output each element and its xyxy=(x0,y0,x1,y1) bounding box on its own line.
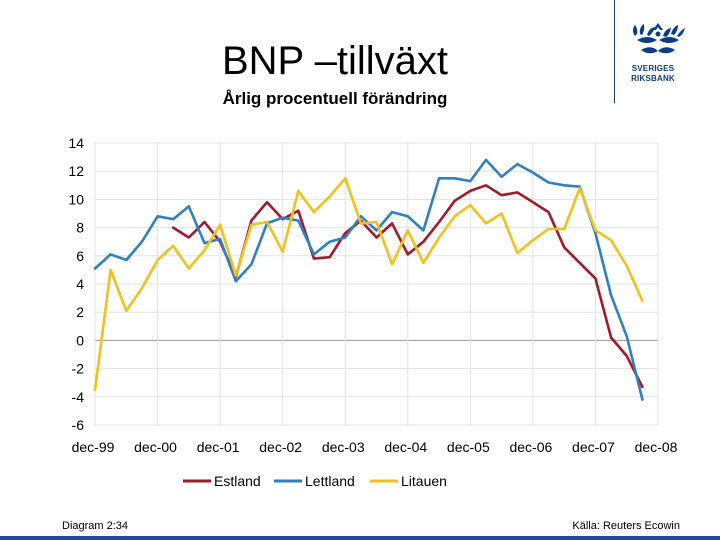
bottom-accent-bar xyxy=(0,536,720,540)
y-tick-label: 8 xyxy=(76,219,84,236)
logo-text-line1: SVERIGES xyxy=(631,64,675,73)
y-tick-label: 2 xyxy=(76,304,84,321)
y-tick-label: 14 xyxy=(68,135,84,151)
riksbank-crest-icon xyxy=(627,20,689,96)
legend-label-estland: Estland xyxy=(214,473,261,489)
y-tick-label: 6 xyxy=(76,247,84,264)
legend-label-lettland: Lettland xyxy=(305,473,355,489)
series-line-lettland xyxy=(95,160,642,400)
x-tick-label: dec-04 xyxy=(384,439,428,455)
x-tick-label: dec-02 xyxy=(259,439,303,455)
x-tick-label: dec-06 xyxy=(509,439,553,455)
x-tick-label: dec-99 xyxy=(71,439,115,455)
page-title: BNP –tillväxt xyxy=(221,39,448,83)
x-tick-label: dec-08 xyxy=(634,439,678,455)
source-note: Källa: Reuters Ecowin xyxy=(572,520,680,532)
logo-text-line2: RIKSBANK xyxy=(631,74,675,83)
page-subtitle: Årlig procentuell förändring xyxy=(222,89,448,108)
y-tick-label: 0 xyxy=(76,332,84,349)
y-tick-label: 4 xyxy=(76,276,84,292)
y-tick-label: -4 xyxy=(71,388,84,405)
y-tick-label: -6 xyxy=(71,417,84,433)
y-tick-label: 10 xyxy=(68,191,84,208)
legend-label-litauen: Litauen xyxy=(401,473,447,489)
header-divider xyxy=(614,0,615,103)
y-tick-label: 12 xyxy=(68,163,84,180)
x-tick-label: dec-07 xyxy=(572,439,615,455)
x-tick-label: dec-01 xyxy=(196,439,240,455)
diagram-number: Diagram 2:34 xyxy=(62,520,129,532)
gdp-growth-chart xyxy=(0,125,720,500)
x-tick-label: dec-00 xyxy=(134,439,177,455)
x-tick-label: dec-05 xyxy=(446,439,490,455)
x-tick-label: dec-03 xyxy=(321,439,365,455)
y-tick-label: -2 xyxy=(71,360,84,377)
